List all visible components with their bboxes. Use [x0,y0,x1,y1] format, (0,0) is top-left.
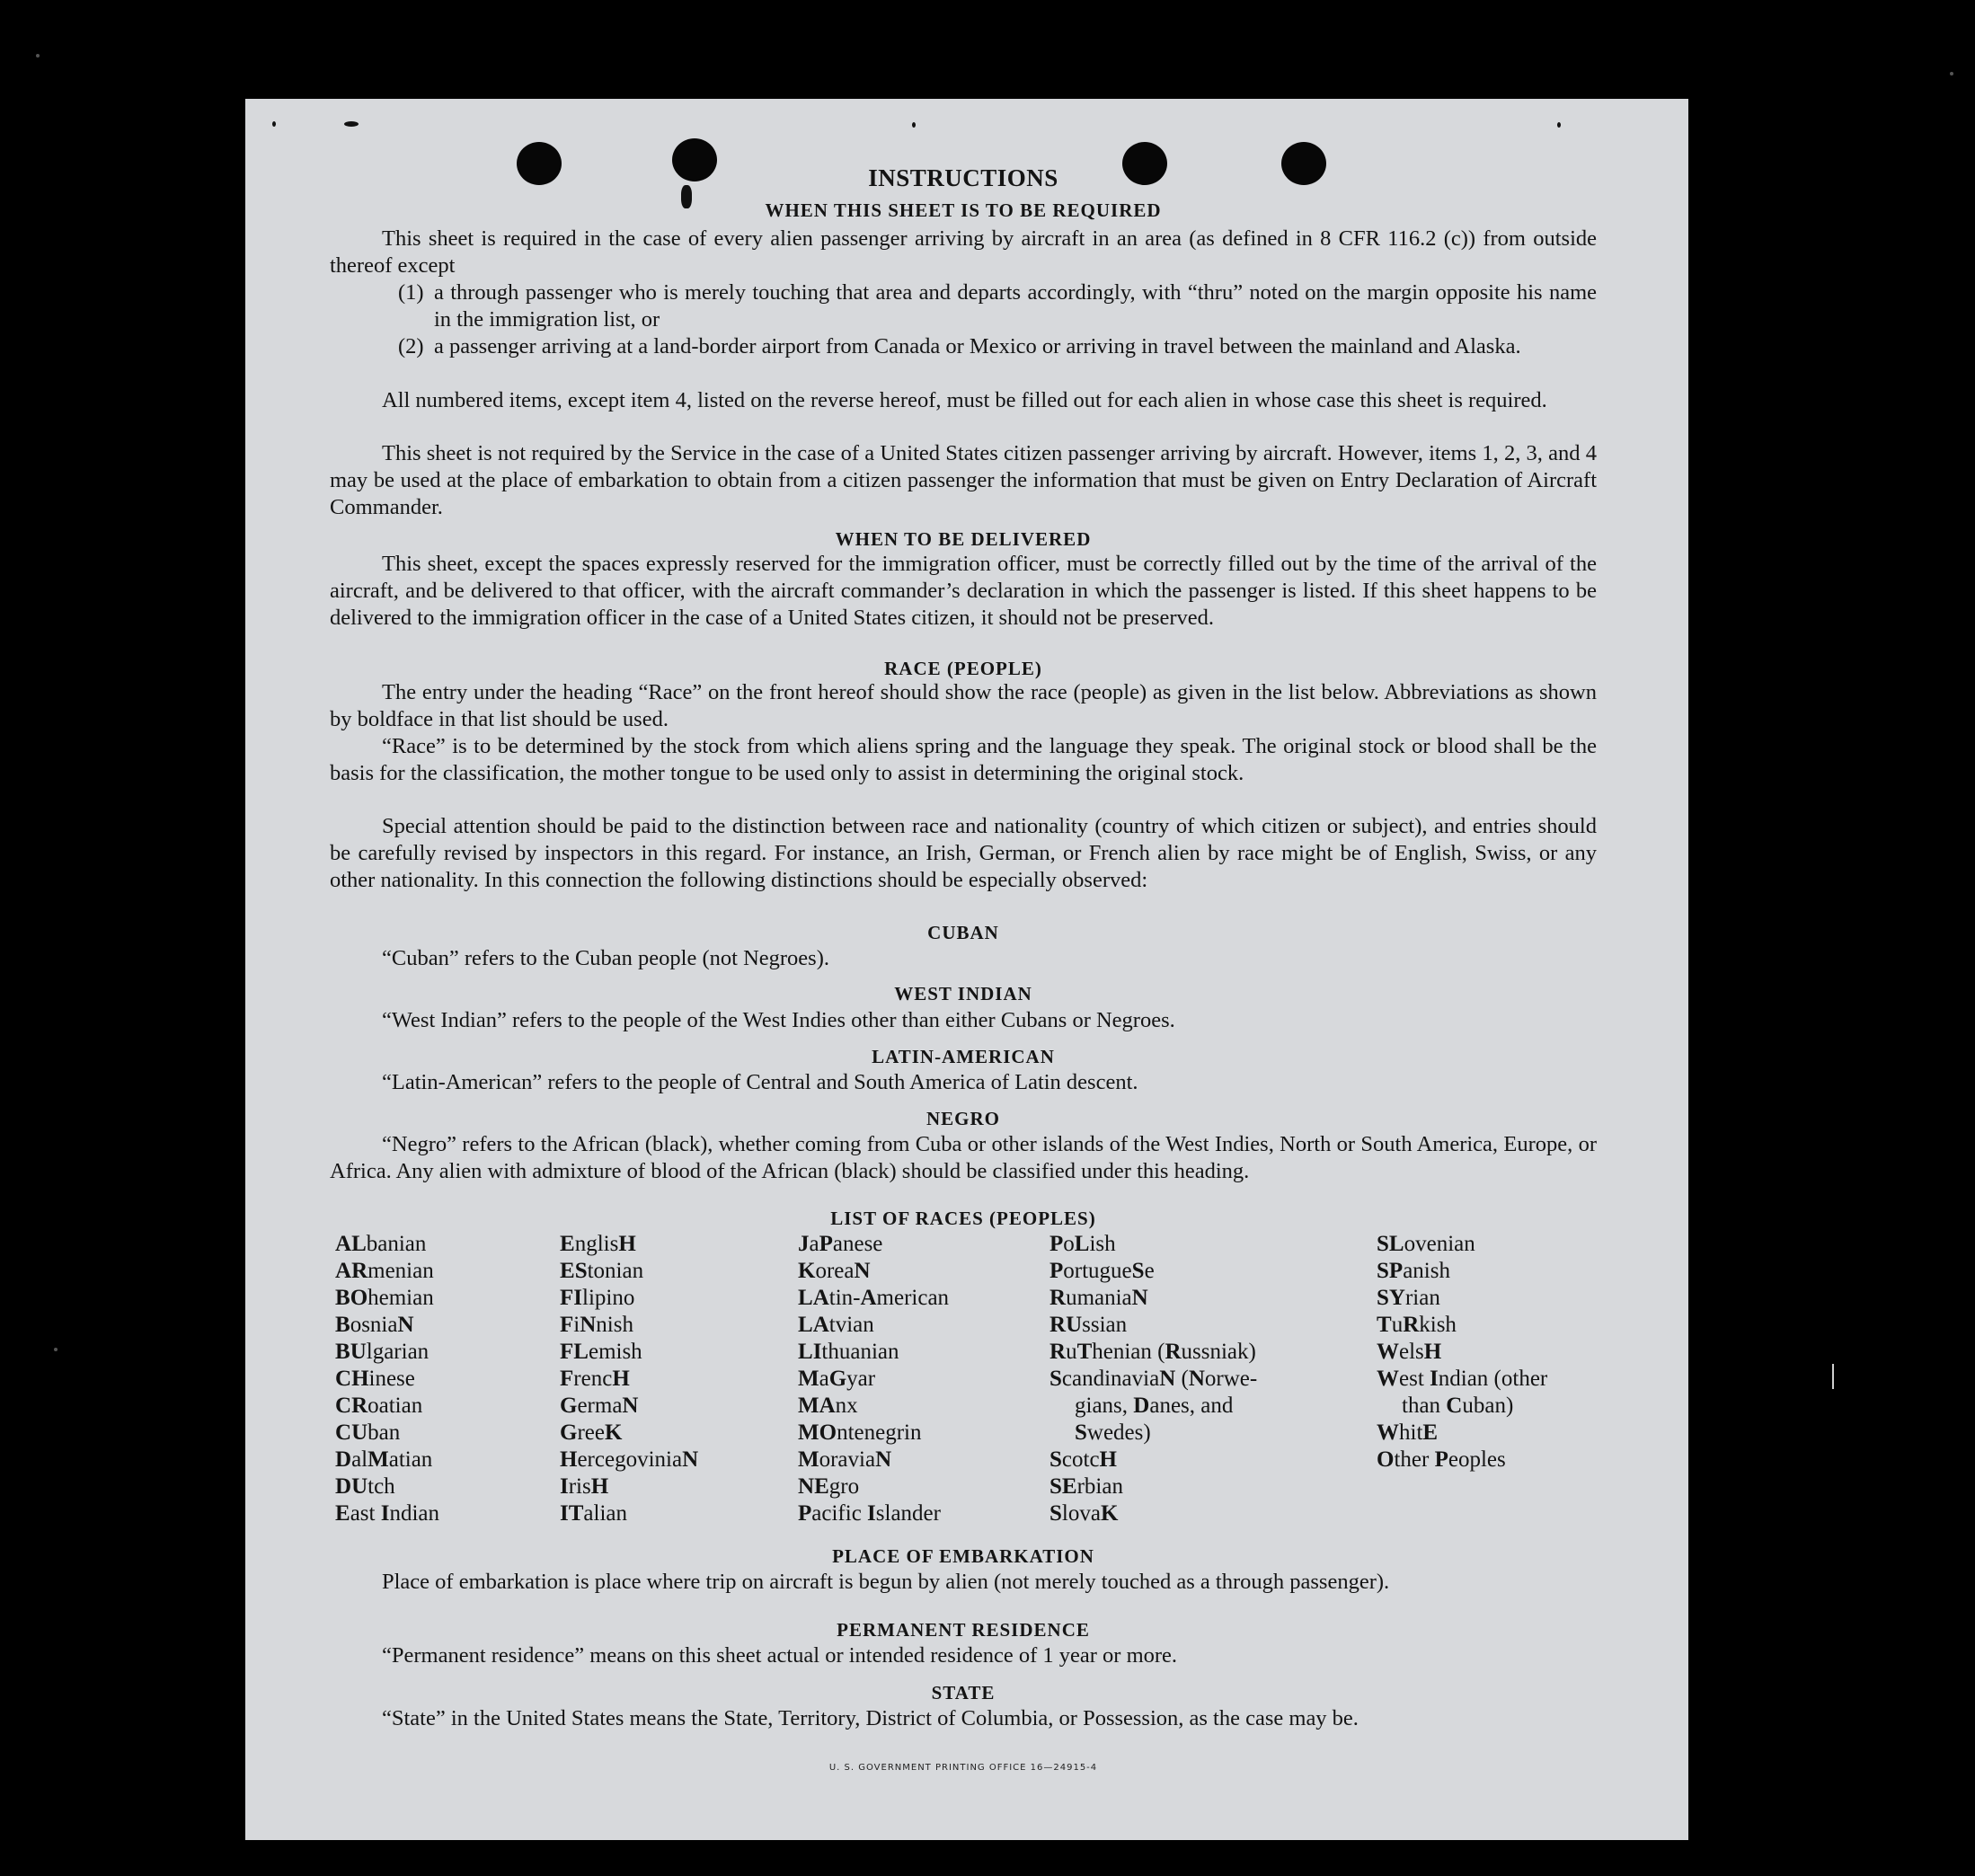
race-list-item: ScotcH [1049,1447,1117,1472]
race-list-item: TuRkish [1377,1313,1457,1337]
race-list-item: East Indian [335,1501,439,1526]
heading-when-required: WHEN THIS SHEET IS TO BE REQUIRED [765,199,1162,221]
when-required-paragraph-2: All numbered items, except item 4, listed on the reverse hereof, must be filled out for each alien in whose case this sheet is required. [382,388,1547,412]
race-list-column-4 [1049,1231,1257,1527]
printer-imprint: U. S. GOVERNMENT PRINTING OFFICE 16—24915-4 [828,1763,1098,1773]
scan-artifact-icon [36,54,40,58]
heading-west-indian: WEST INDIAN [894,983,1032,1004]
race-list-item: CHinese [335,1367,415,1391]
race-list-item: MOntenegrin [798,1420,922,1445]
scan-artifact-icon [1832,1364,1834,1389]
scan-artifact-icon [1950,72,1953,75]
item-number: (2) [398,334,424,358]
race-list-item: FiNnish [560,1313,633,1337]
race-list-item: BOhemian [335,1286,434,1310]
race-list-item: NEgro [798,1474,860,1499]
item-text: a passenger arriving at a land-border airport from Canada or Mexico or arriving in travel between the mainland and Alaska. [434,334,1521,358]
race-list-item: JaPanese [798,1232,883,1256]
race-list-item: RUssian [1049,1313,1128,1337]
race-list-item: West Indian (other [1377,1367,1548,1391]
ink-speck-icon [1557,122,1561,128]
heading-embarkation: PLACE OF EMBARKATION [832,1545,1094,1567]
heading-latin-american: LATIN-AMERICAN [872,1046,1055,1067]
race-list-item: MAnx [798,1394,858,1418]
item-text: a through passenger who is merely touching that area and departs accordingly, with “thru” noted on the margin opposite his name in the immigration list, or [434,280,1597,332]
document-title: INSTRUCTIONS [868,164,1058,191]
when-delivered-paragraph: This sheet, except the spaces expressly reserved for the immigration officer, must be correctly filled out by the time of the arrival of the aircraft, and be delivered to that officer, with the aircraft commander’s declaration in which the passenger is listed. If this sheet happens to be delivered to the immigration officer in the case of a United States citizen, it should not be preserved. [330,552,1597,630]
race-list-item: RumaniaN [1049,1286,1148,1310]
race-list-column-3 [798,1231,949,1527]
race-list-item: FrencH [560,1367,630,1391]
ink-speck-icon [344,121,359,127]
race-paragraph-2: “Race” is to be determined by the stock from which aliens spring and the language they speak. The original stock or blood shall be the basis for the classification, the mother tongue to be used only to assist in determining the original stock. [330,734,1597,785]
race-list-item: BosniaN [335,1313,414,1337]
race-list-item: LAtvian [798,1313,874,1337]
race-list-item: CUban [335,1420,401,1445]
ink-speck-icon [912,122,916,128]
race-list-column-5 [1377,1231,1547,1473]
item-number: (1) [398,280,424,305]
race-list-item: IrisH [560,1474,609,1499]
race-list-item: PortugueSe [1049,1259,1155,1283]
race-list-item: MoraviaN [798,1447,892,1472]
when-required-paragraph-1: This sheet is required in the case of every alien passenger arriving by aircraft in an area (as defined in 8 CFR 116.2 (c)) from outside thereof except [330,226,1597,278]
race-list-item: Swedes) [1075,1420,1151,1445]
exception-item-1 [398,279,1597,333]
ink-speck-icon [272,121,276,127]
race-list-item: FLemish [560,1340,642,1364]
negro-paragraph: “Negro” refers to the African (black), whether coming from Cuba or other islands of the West Indies, North or South America, Europe, or Africa. Any alien with admixture of blood of the African (black) should be classified under this heading. [330,1132,1597,1183]
race-list-item: ITalian [560,1501,628,1526]
heading-cuban: CUBAN [927,922,999,943]
heading-list-of-races: LIST OF RACES (PEOPLES) [830,1208,1096,1229]
race-list-item: than Cuban) [1402,1394,1514,1418]
race-list-item: RuThenian (Russniak) [1049,1340,1256,1364]
heading-negro: NEGRO [926,1108,1000,1129]
race-list-item: BUlgarian [335,1340,430,1364]
state-paragraph: “State” in the United States means the State, Territory, District of Columbia, or Possession, as the case may be. [382,1706,1359,1730]
race-paragraph-1: The entry under the heading “Race” on the front hereof should show the race (people) as given in the list below. Abbreviations as shown by boldface in that list should be used. [330,680,1597,731]
race-list-item: DUtch [335,1474,395,1499]
race-list-item: EnglisH [560,1232,636,1256]
cuban-paragraph: “Cuban” refers to the Cuban people (not Negroes). [382,946,829,970]
race-paragraph-3: Special attention should be paid to the distinction between race and nationality (country of which citizen or subject), and entries should be carefully revised by inspectors in this regard. For instance, an Irish, German, or French alien by race might be of English, Swiss, or any other nationality. In this connection the following distinctions should be especially observed: [330,814,1597,892]
heading-when-delivered: WHEN TO BE DELIVERED [835,528,1092,550]
race-list-item: WelsH [1377,1340,1442,1364]
race-list-item: SPanish [1377,1259,1450,1283]
west-indian-paragraph: “West Indian” refers to the people of the West Indies other than either Cubans or Negroes. [382,1008,1175,1032]
when-required-paragraph-3: This sheet is not required by the Service in the case of a United States citizen passenger arriving by aircraft. However, items 1, 2, 3, and 4 may be used at the place of embarkation to obtain from a citizen passenger the information that must be given on Entry Declaration of Aircraft Commander. [330,441,1597,519]
race-list-item: LAtin-American [798,1286,950,1310]
race-list-item: HercegoviniaN [560,1447,699,1472]
race-list-column-1 [335,1231,439,1527]
race-list-item: SErbian [1049,1474,1123,1499]
race-list-item: SYrian [1377,1286,1440,1310]
race-list-item: EStonian [560,1259,644,1283]
race-list-column-2 [560,1231,698,1527]
heading-state: STATE [931,1682,996,1703]
race-list-item: WhitE [1377,1420,1439,1445]
race-list-item: CRoatian [335,1394,423,1418]
scan-artifact-icon [54,1348,58,1351]
heading-permanent-residence: PERMANENT RESIDENCE [837,1619,1090,1641]
race-list-item: KoreaN [798,1259,871,1283]
race-list-item: GermaN [560,1394,639,1418]
race-list-item: FIlipino [560,1286,635,1310]
race-list-item: SlovaK [1049,1501,1119,1526]
race-list-item: DalMatian [335,1447,433,1472]
race-list-item: GreeK [560,1420,623,1445]
exception-item-2 [398,333,1597,360]
embarkation-paragraph: Place of embarkation is place where trip on aircraft is begun by alien (not merely touched as a through passenger). [382,1570,1390,1594]
race-list-item: LIthuanian [798,1340,899,1364]
race-list-item: ALbanian [335,1232,427,1256]
race-list-item: Other Peoples [1377,1447,1506,1472]
residence-paragraph: “Permanent residence” means on this sheet actual or intended residence of 1 year or more. [382,1643,1178,1668]
race-list-item: ARmenian [335,1259,434,1283]
race-list-item: SLovenian [1377,1232,1475,1256]
race-list-item: MaGyar [798,1367,876,1391]
latin-american-paragraph: “Latin-American” refers to the people of Central and South America of Latin descent. [382,1070,1138,1094]
race-list-item: ScandinaviaN (Norwe- [1049,1367,1258,1391]
race-list-item: gians, Danes, and [1075,1394,1234,1418]
race-list-item: PoLish [1049,1232,1116,1256]
race-list-item: Pacific Islander [798,1501,941,1526]
document-sheet [245,99,1688,1840]
heading-race: RACE (PEOPLE) [884,658,1042,679]
